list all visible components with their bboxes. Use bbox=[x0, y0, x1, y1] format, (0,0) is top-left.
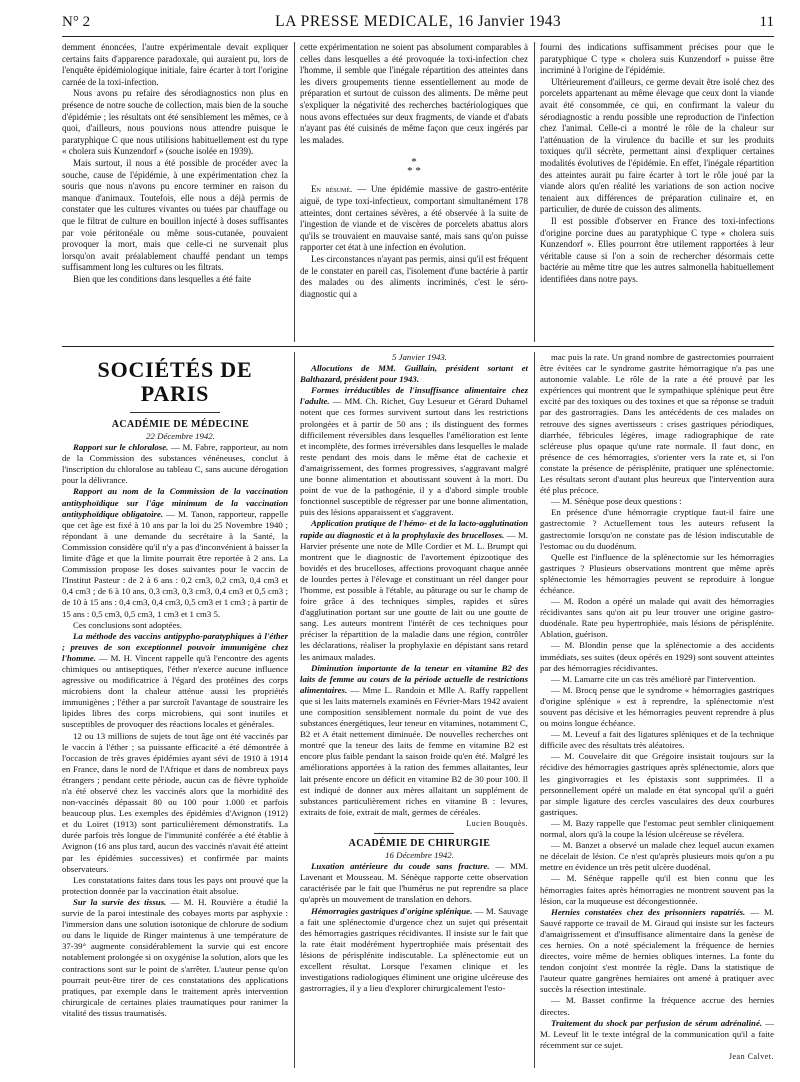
resume-text: — Une épidémie massive de gastro-entérite aiguë, de type toxi-infectieux, comportant simultanément 178 atteintes, dont certaines sévères, a été observée à la suite de l'ingestion de viande et de viscères de porcelets abattus alors qu'ils se trouvaient en mauvaise santé, mais sans qu'on puisse rapporter cet état à une infection en évolution. bbox=[300, 184, 528, 253]
communication-text: — MM. Lavenant et Mousseau. M. Sénèque rapporte cette observation caractérisée par le fait que l'humérus ne put reprendre sa place qu'après un mouvement de translation en dehors. bbox=[300, 861, 528, 905]
resume-label: En résumé. bbox=[311, 184, 353, 195]
communication-title: Traitement du shock par perfusion de sérum adrénaliné. bbox=[551, 1017, 763, 1028]
title-rule bbox=[130, 412, 220, 413]
communication-title: Formes irréductibles de l'insuffisance alimentaire chez l'adulte. bbox=[300, 385, 528, 407]
communication-text: — M. Lamarre cite un cas très amélioré par l'intervention. bbox=[551, 673, 756, 684]
communication-text: — M. H. Rouvière a étudié la survie de la paroi intestinale des cobayes morts par asphyxie : l'immersion dans une solution isotonique de chlorure de sodium ou dans le liquide de Ringer maintenus à une température de 37-39° augmente considérablement la survie qui est encore notablement prolongée si on oxygénise la solution, alors que les contractions sont sur le point de s'arrêter. L'auteur pense qu'on pourrait peut-être tirer de ces constatations des applications pratiques, par exemple dans le traitement après intervention chirurgicale de certaines plaies traumatiques pour ranimer la vitalité des tissus traumatisés. bbox=[62, 896, 288, 1018]
communication-title: Rapport au nom de la Commission de la vaccination antityphoïdique sur l'âge minimum de la vaccination antityphoïdique obligatoire. bbox=[62, 486, 288, 519]
communication-text: mac puis la rate. Un grand nombre de gastrectomies pourraient être évitées car le syndrome gastrite hémorragique n'a pas une autonomie valable. Le rôle de la rate a été prouvé par les expériences qui montrent que le sympathique splénique peut être excité par des toxiques ou des toxines et que sa réponse se traduit par des gastrorragies. Dans les antécédents de ces malades on retrouve des signes avertisseurs : crises gastriques périodiques, diarrhée, fébricules légères, image radiographique de rate scléreuse plus opaque qu'une rate normale. Il faut donc, en présence de ces hémorragies, s'orienter vers la rate et, si l'on constate la présence de périsplénite, pratiquer une splénectomie. Les résultats seront d'autant plus heureux que l'intervention aura été plus précoce. bbox=[540, 352, 774, 496]
communication-text: 12 ou 13 millions de sujets de tout âge ont été vaccinés par le vaccin à l'éther ; sa puissante efficacité a été démontrée à l'occasion de très graves épidémies ayant sévi de 1910 à 1914 en France, dans le nord de l'Afrique et dans de nombreux pays étrangers ; pendant cette période, aucun cas de fièvre typhoïde n'a été observé chez les vaccinés alors que la morbidité des non-vaccinés dépassait 80 ou 100 pour 1.000 et parfois beaucoup plus. Les exemples des épidémies d'Avignon (1912) et du Loiret (1913) sont particulièrement démonstratifs. La durée parfois très longue de l'immunité conférée a été établie à Avignon (16 ans plus tard, aucun des vaccinés n'avait été atteint par les épidémies successives) et confirmée par maints observateurs. bbox=[62, 730, 288, 874]
communication-entry bbox=[300, 861, 528, 905]
article-column-1 bbox=[62, 42, 288, 342]
communication-text: — M. Banzet a observé un malade chez lequel aucun examen ne décelait de lésion. Ce n'est qu'après plusieurs mois qu'on a pu mettre en évidence un très petit ulcère duodénal. bbox=[540, 840, 774, 873]
communication-title: Allocutions de MM. Guillain, président sortant et Balthazard, président pour 1943. bbox=[300, 363, 528, 385]
issue-number: N° 2 bbox=[62, 14, 91, 30]
paragraph bbox=[62, 731, 288, 875]
running-header bbox=[62, 12, 774, 37]
academie-heading: ACADÉMIE DE MÉDECINE bbox=[111, 419, 250, 430]
paragraph bbox=[540, 552, 774, 596]
author-signature: Jean Calvet. bbox=[728, 1051, 774, 1061]
paragraph bbox=[540, 674, 774, 685]
column-rule bbox=[294, 352, 295, 1068]
communication-text: — M. Blondin pense que la splénectomie a des accidents immédiats, ses suites (deux opérés en 1929) sont souvent atteintes par des hémorragies récidivantes. bbox=[540, 640, 774, 673]
paragraph bbox=[540, 840, 774, 873]
article-column-2 bbox=[300, 42, 528, 342]
paragraph bbox=[540, 751, 774, 818]
paragraph: demment énoncées, l'autre expérimentale devait expliquer certains faits d'apparence paradoxale, qui auraient pu, lors de l'enquête épidémiologique initiale, faire écarter à tort l'origine carnée de la toxi-infection. bbox=[62, 42, 288, 87]
societes-column-1 bbox=[62, 352, 288, 1068]
paragraph bbox=[540, 640, 774, 673]
communication-text: — M. Sauvé rapporte ce travail de M. Giraud qui insiste sur les facteurs d'amaigrissement et d'insuffisance alimentaire dans la genèse de ces hernies. On a noté spécialement la fréquence de hernies directes, voire même de hernies obliques internes. La fonte du tendon conjoint s'est montrée la règle. Dans la statistique de l'auteur quatre gangrènes herniaires ont amené à pratiquer avec succès la résection intestinale. bbox=[540, 906, 774, 995]
communication-text: Quelle est l'influence de la splénectomie sur les hémorragies gastriques ? Plusieurs observations montrent que même après splénectomie les hémorragies peuvent se reproduire à longue échéance. bbox=[540, 551, 774, 595]
paragraph: cette expérimentation ne soient pas absolument comparables à celles dans lesquelles a été provoquée la toxi-infection chez l'homme, il semble que l'inégale répartition des atteintes dans les divers groupements tienne essentiellement au mode de préparation et surtout de cuisson des aliments. De même peut s'expliquer la négativité des recherches bactériologiques que nous avons effectuées sur deux fragments, de viande et d'abats n'ayant pas été cuisinés de même façon que ceux ingérés par les malades. bbox=[300, 42, 528, 145]
communication-text: — M. Couvelaire dit que Grégoire insistait toujours sur la récidive des hémorragies gastriques après splénectomie, alors que les gingivorragies et les épistaxis sont supprimées. Il a personnellement opéré un malade en état syncopal qu'il a guéri par simple ligature des cercles vasculaires des deux courbures gastriques. bbox=[540, 751, 774, 817]
paragraph: Bien que les conditions dans lesquelles a été faite bbox=[73, 273, 251, 284]
communication-entry bbox=[540, 907, 774, 996]
communication-title: Luxation antérieure du coude sans fracture. bbox=[311, 861, 490, 872]
paragraph bbox=[540, 818, 774, 840]
paragraph: Mais surtout, il nous a été possible de procéder avec la souche, cause de l'épidémie, à une expérimentation chez la souris que nous n'avons pu encore terminer en raison du manque d'animaux. Toutefois, elle nous a déjà permis de constater que les cultures vivantes ou tuées par chauffage ou que le filtrat de culture en bouillon injecté à doses suffisantes par voie péritonéale ou même sous-cutanée, pouvaient provoquer la mort, mais que celle-ci ne survenait plus lorsqu'on avait préalablement chauffé pendant un temps suffisamment long les cultures ou les filtrats. bbox=[62, 157, 288, 273]
paragraph bbox=[540, 596, 774, 640]
page-number: 11 bbox=[759, 14, 774, 30]
column-rule bbox=[534, 352, 535, 1068]
paragraph bbox=[540, 685, 774, 729]
communication-entry bbox=[540, 1018, 774, 1051]
paragraph bbox=[540, 352, 774, 496]
communication-title: Rapport sur le chloralose. bbox=[73, 442, 169, 453]
resume-paragraph: Les circonstances n'ayant pas permis, ainsi qu'il est fréquent de le constater en pareil cas, l'isolement d'une bactérie à partir des malades ou des aliments incriminés, c'est le séro-diagnostic qui a bbox=[300, 253, 528, 299]
communication-title: Hernies constatées chez des prisonniers rapatriés. bbox=[551, 906, 746, 917]
paragraph bbox=[62, 620, 288, 631]
communication-entry bbox=[62, 486, 288, 619]
communication-text: — MM. Ch. Richet, Guy Lesueur et Gérard Duhamel notent que ces formes survivent surtout dans les restrictions prolongées et à partir de 50 ans ; ils distinguent des formes difficilement réversibles dans lesquelles l'amélioration est lente et incomplète, des formes irréversibles dans lesquelles le malade reste pendant des mois dans le même état de cachexie et d'amaigrissement, des formes progressives, s'aggravant malgré une bonne alimentation et aboutissant souvent à la mort. Du point de vue de la pathogénie, il y a d'abord simple trouble fonctionnel susceptible de régresser par une bonne alimentation, puis des lésions apparaissent et s'aggravent. bbox=[300, 396, 528, 518]
communication-text: — M. Fabre, rapporteur, au nom de la Commission des substances vénéneuses, conclut à l'inscription du chloralose au tableau C, sans aucune dérogation pour la délivrance. bbox=[62, 442, 288, 486]
communication-title: La méthode des vaccins antipypho-paratyphiques à l'éther ; preuves de son exceptionnel pouvoir immunigène chez l'homme. bbox=[62, 630, 288, 663]
communication-text: — M. Sauvage a fait une splénectomie d'urgence chez un sujet qui présentait des hémorragies gastriques récidivantes. Il insiste sur le fait que la rate était modérément hypertrophiée mais présentait des lésions de périsplénite indiscutable. La splénectomie eut un excellent résultat. Lorsque l'examen clinique et les investigations radiologiques éliminent une origine ulcéreuse des gastrorragies, il y a lieu d'explorer chirurgicalement l'esto- bbox=[300, 905, 528, 994]
communication-title: Hémorragies gastriques d'origine splénique. bbox=[311, 905, 473, 916]
article-column-3 bbox=[540, 42, 774, 342]
issue-date: 16 Janvier 1943 bbox=[457, 13, 561, 30]
journal-title: LA PRESSE MEDICALE, 16 Janvier 1943 bbox=[275, 13, 561, 30]
paragraph bbox=[540, 995, 774, 1017]
communication-entry bbox=[62, 631, 288, 731]
paragraph: Ultérieurement d'ailleurs, ce germe devait être isolé chez des porcelets appartenant au même élevage que ceux dont la viande avait été consommée, ce qui, en confirmant la valeur du sérodiagnostic a rendu possible une reproduction de l'infection chez l'animal. Celle-ci a montré le rôle de la chaleur sur l'atténuation de la virulence du bacille et sur les produits toxiques qu'il sécrète, permettant ainsi d'expliquer certaines modalités évolutives de l'épidémie. En effet, l'inégale répartition des atteintes aurait pu faire écarter à tort le rôle joué par la viande alors qu'en réalité les variations de son action nocive tenaient aux différences de préparation culinaire et, en particulier, de durée de cuisson des aliments. bbox=[540, 76, 774, 215]
communication-text: Ces conclusions sont adoptées. bbox=[73, 619, 182, 630]
communication-text: Les constatations faites dans tous les pays ont prouvé que la protection donnée par la vaccination était absolue. bbox=[62, 874, 288, 896]
communication-text: — M. H. Vincent rappelle qu'à l'encontre des agents chimiques ou antiseptiques, l'éther n'exerce aucune influence agressive ou modificatrice à l'égard des protéines des corps microbiens dont la chaleur atténue aussi les propriétés immunigènes ; l'éther a par surcroît l'avantage de soustraire les lipides libres des corps microbiens, qui sont inutiles et susceptibles de provoquer des réactions locales et générales. bbox=[62, 652, 288, 730]
section-stars: * * * bbox=[407, 156, 421, 178]
communication-entry bbox=[300, 663, 528, 818]
communication-entry bbox=[300, 363, 528, 385]
author-signature: Lucien Bouquès. bbox=[466, 818, 528, 828]
subsection-rule bbox=[374, 833, 454, 834]
communication-text: — M. Harvier présente une note de Mlle Cordier et M. L. Brumpt qui montrent que le diagnostic de l'avortement épizootique des bovidés et des brucelloses, affections provoquant chaque année de lourdes pertes à l'élevage et constituant un réel danger pour l'homme, est possible à l'étable, au pâturage ou sur le champ de foire grâce à des techniques simples, rapides et sûres d'agglutination portant sur une goutte de lait ou une goutte de sang. Les auteurs montrent l'intérêt de ces techniques pour préciser la répartition de la maladie dans une région, contrôler les déclarations, réaliser la prophylaxie en dépistant sans retard les animaux malades. bbox=[300, 529, 528, 662]
communication-text: — Mme L. Randoin et Mlle A. Raffy rappellent que si les laits maternels examinés en Février-Mars 1942 avaient une composition sensiblement normale du point de vue des substances énergétiques, leur teneur en vitamines, notamment C, B2 et A était nettement diminuée. De nouvelles recherches ont montré que la teneur des laits de femme en vitamine B2 est encore plus faible pendant la saison froide qu'en été. Malgré les améliorations apportées à la ration des femmes allaitantes, leur lait présente encore un déficit en vitamine B2 de 30 pour 100. Il est indiqué de donner aux mères allaitant un supplément de substances particulièrement riches en vitamine B : levures, extraits de foie, extrait de malt, germes de céréales. bbox=[300, 684, 528, 817]
paragraph bbox=[540, 873, 774, 906]
column-rule bbox=[534, 42, 535, 342]
session-date: 5 Janvier 1943. bbox=[392, 352, 447, 362]
communication-text: — M. Brocq pense que le syndrome « hémorragies gastriques d'origine splénique » est à reprendre, la splénectomie n'est souvent pas décisive et les hémorragies peuvent reprendre à plus ou moins longue échéance. bbox=[540, 684, 774, 729]
communication-entry bbox=[300, 906, 528, 995]
section-divider bbox=[62, 346, 774, 347]
communication-text: — M. Leveuf a fait des ligatures spléniques et de la technique difficile avec des résultats très aléatoires. bbox=[540, 729, 774, 751]
communication-entry bbox=[300, 518, 528, 662]
paragraph bbox=[62, 875, 288, 897]
communication-title: Sur la survie des tissus. bbox=[73, 896, 167, 907]
communication-title: Diminution importante de la teneur en vitamine B2 des laits de femme au cours de la période actuelle de restrictions alimentaires. bbox=[300, 662, 528, 695]
communication-text: — M. Sénèque pose deux questions : bbox=[551, 496, 682, 507]
chirurgie-heading: ACADÉMIE DE CHIRURGIE bbox=[348, 838, 491, 850]
paragraph: fourni des indications suffisamment précises pour que le paratyphique C type « cholera suis Kunzendorf » puisse être incriminé à l'origine de l'épidémie. bbox=[540, 42, 774, 76]
paragraph bbox=[540, 729, 774, 751]
communication-entry bbox=[62, 897, 288, 1019]
communication-title: Application pratique de l'hémo- et de la lacto-agglutination rapide au diagnostic et à la prophylaxie des brucelloses. bbox=[300, 518, 528, 540]
communication-entry bbox=[62, 442, 288, 486]
communication-text: En présence d'une hémorragie cryptique faut-il faire une gastrectomie ? Actuellement tous les auteurs refusent la gastrectomie lorsqu'on ne constate pas de lésion indiscutable de l'estomac ou du duodénum. bbox=[540, 507, 774, 551]
communication-text: — M. Tanon, rapporteur, rappelle que cet âge est fixé à 10 ans par la loi du 25 Novembre 1940 ; répondant à une demande du secrétaire à la Santé, la Commission considère qu'il n'y a pas d'inconvénient à baisser la limite d'âge et que la limite pourrait être reportée à 2 ans. La Commission propose les doses suivantes pour le vaccin de l'Institut Pasteur : de 2 à 6 ans : 0,2 cm3, 0,2 cm3, 0,4 cm3 et 0,4 cm3 ; de 6 à 10 ans, 0,3 cm3, 0,3 cm3, 0,4 cm3 et 0,5 cm3 ; de 10 à 15 ans : 0,4 cm3, 0,4 cm3, 0,5 cm3 et 1 cm3 ; à partir de 15 ans : 0,5 cm3, 0,5 cm3, 1 cm3 et 1 cm3 5. bbox=[62, 508, 288, 619]
paragraph: Il est possible d'observer en France des toxi-infections d'origine porcine dues au paratyphique C type « cholera suis Kunzendorf ». Elles pourront être utilement rapportées à leur véritable cause si l'on a soin de rechercher désormais cette bactérie au même titre que les autres salmonella habituellement identifiées dans notre pays. bbox=[540, 215, 774, 284]
societes-column-3 bbox=[540, 352, 774, 1068]
section-title: SOCIÉTÉS DE PARIS bbox=[97, 357, 253, 406]
session-date: 22 Décembre 1942. bbox=[146, 431, 215, 441]
column-rule bbox=[294, 42, 295, 342]
paragraph bbox=[540, 496, 774, 507]
session-date: 16 Décembre 1942. bbox=[385, 850, 454, 861]
communication-text: — M. Leveuf lit le texte intégral de la communication qu'il a faite récemment sur ce sujet. bbox=[540, 1017, 774, 1050]
communication-entry bbox=[300, 385, 528, 518]
societes-column-2 bbox=[300, 352, 528, 1068]
paragraph: Nous avons pu refaire des sérodiagnostics non plus en présence de notre souche de collection, mais bien de la souche d'épidémie ; les résultats ont été sensiblement les mêmes, ce à quoi, d'ailleurs, nous pouvions nous attendre puisque le paratyphique C que nous utilisions habituellement est du type « cholera suis Kunzendorf » (souche isolée en 1939). bbox=[62, 88, 288, 157]
communication-text: — M. Basset confirme la fréquence accrue des hernies directes. bbox=[540, 995, 774, 1017]
communication-text: — M. Bazy rappelle que l'estomac peut sembler cliniquement normal, alors qu'à la coupe la lésion ulcéreuse se révélera. bbox=[540, 817, 774, 840]
paragraph bbox=[540, 507, 774, 551]
communication-text: — M. Sénèque rappelle qu'il est bien connu que les hémorragies faites après hémorragies ne montrent souvent pas la lésion, car la muqueuse est décongestionnée. bbox=[540, 873, 774, 906]
communication-text: — M. Rodon a opéré un malade qui avait des hémorragies récidivantes sans qu'on ait pu leur trouver une origine gastro-duodénale. Rate peu hypertrophiée, mais lésions de périsplénite. Ablation, guérison. bbox=[540, 596, 774, 640]
